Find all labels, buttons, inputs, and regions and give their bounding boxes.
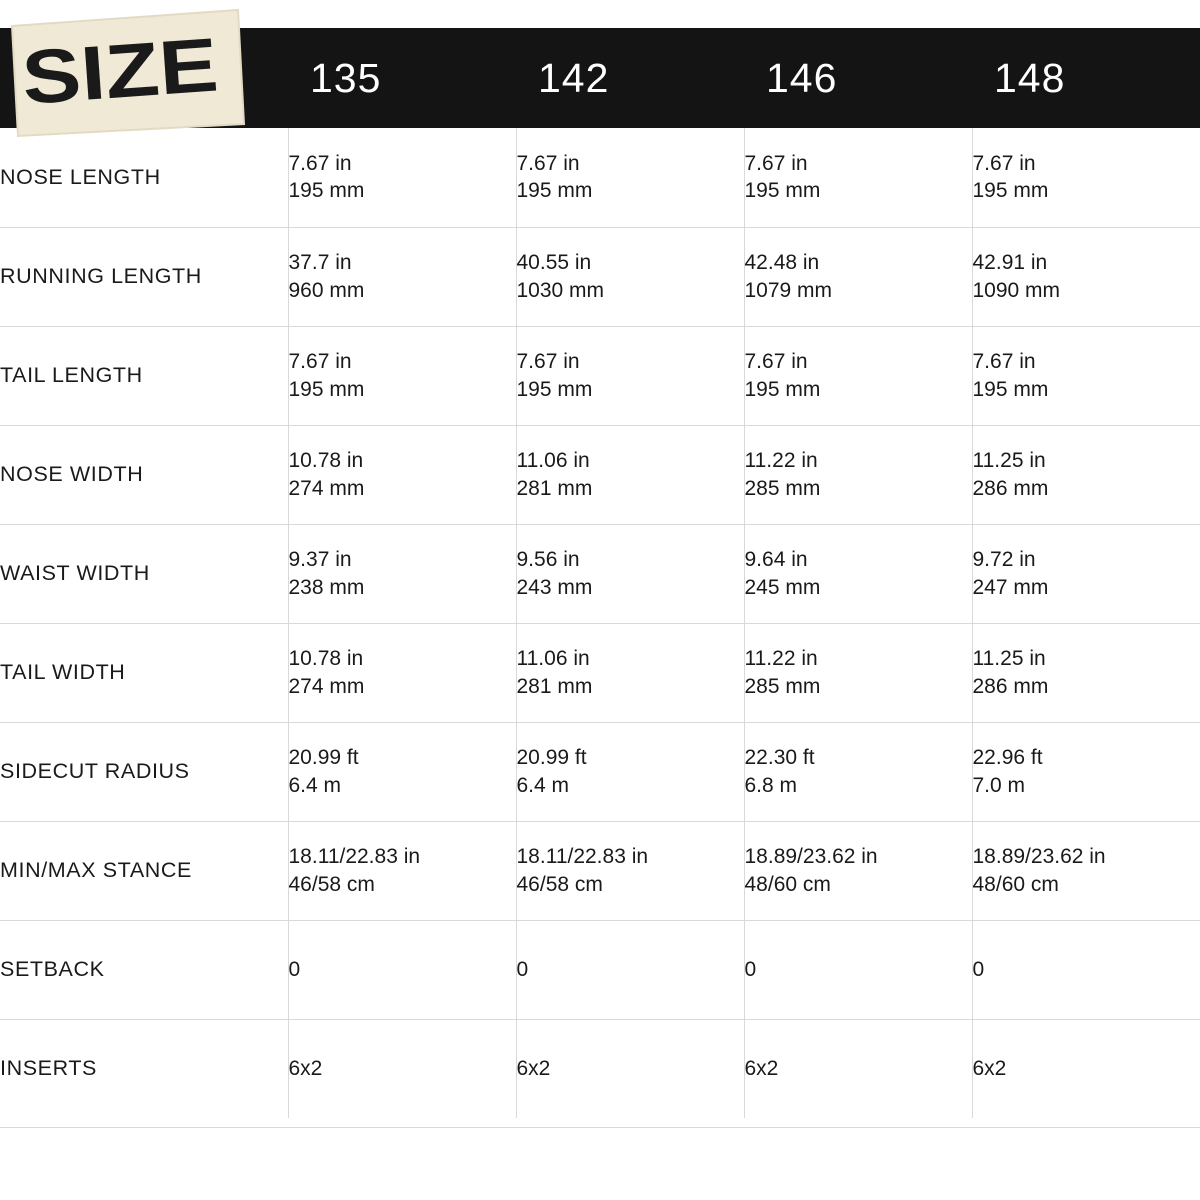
value-primary: 20.99 ft: [516, 745, 587, 769]
header-size-142: 142: [538, 54, 610, 101]
cell-tail-width-135: [288, 623, 516, 722]
value-primary: 42.48 in: [744, 250, 820, 274]
cell-nose-length-135: [288, 128, 516, 227]
value-secondary: 1090 mm: [972, 278, 1061, 302]
value-secondary: 195 mm: [972, 179, 1049, 203]
value-secondary: 195 mm: [288, 377, 365, 401]
cell-nose-width-142: [516, 425, 744, 524]
cell-setback-135: [288, 920, 516, 1019]
cell-running-length-146: [744, 227, 972, 326]
row-label-min-max-stance: MIN/MAX STANCE: [0, 821, 288, 920]
table-row: [0, 227, 1200, 326]
value-primary: 9.64 in: [744, 547, 808, 571]
cell-sidecut-radius-148: [972, 722, 1200, 821]
value-secondary: 195 mm: [972, 377, 1049, 401]
svg-text:SIZE: SIZE: [19, 24, 194, 121]
value-primary: 37.7 in: [288, 250, 352, 274]
value-primary: 7.67 in: [744, 349, 808, 373]
row-label-sidecut-radius: SIDECUT RADIUS: [0, 722, 288, 821]
value-primary: 18.11/22.83 in: [516, 844, 649, 868]
bottom-divider: [0, 1127, 1200, 1128]
value-secondary: 48/60 cm: [972, 872, 1059, 896]
value-primary: 6x2: [516, 1056, 551, 1080]
cell-tail-length-135: [288, 326, 516, 425]
cell-nose-length-142: [516, 128, 744, 227]
size-badge-text: [19, 22, 220, 120]
cell-inserts-146: [744, 1019, 972, 1118]
row-label-running-length: RUNNING LENGTH: [0, 227, 288, 326]
table-row: [0, 524, 1200, 623]
value-secondary: 274 mm: [288, 476, 365, 500]
cell-nose-width-135: [288, 425, 516, 524]
value-primary: 18.89/23.62 in: [744, 844, 878, 868]
value-secondary: 243 mm: [516, 575, 593, 599]
table-row: [0, 1019, 1200, 1118]
cell-nose-width-148: [972, 425, 1200, 524]
value-secondary: 195 mm: [288, 179, 365, 203]
value-primary: 18.11/22.83 in: [288, 844, 421, 868]
value-primary: 10.78 in: [288, 448, 364, 472]
row-label-nose-length: NOSE LENGTH: [0, 128, 288, 227]
table-row: [0, 128, 1200, 227]
cell-inserts-142: [516, 1019, 744, 1118]
value-primary: 20.99 ft: [288, 745, 359, 769]
row-label-nose-width: NOSE WIDTH: [0, 425, 288, 524]
value-primary: 6x2: [288, 1056, 323, 1080]
value-primary: 9.72 in: [972, 547, 1036, 571]
value-primary: 0: [972, 957, 985, 981]
value-secondary: 195 mm: [516, 377, 593, 401]
value-primary: 7.67 in: [972, 349, 1036, 373]
cell-waist-width-135: [288, 524, 516, 623]
value-primary: 11.06 in: [516, 448, 590, 472]
row-label-inserts: INSERTS: [0, 1056, 97, 1081]
size-tape-badge: [8, 8, 246, 138]
value-secondary: 1079 mm: [744, 278, 833, 302]
cell-running-length-135: [288, 227, 516, 326]
value-secondary: 1030 mm: [516, 278, 605, 302]
cell-setback-146: [744, 920, 972, 1019]
value-primary: 0: [516, 957, 529, 981]
cell-sidecut-radius-135: [288, 722, 516, 821]
value-primary: 42.91 in: [972, 250, 1048, 274]
value-primary: 7.67 in: [288, 151, 352, 175]
row-label-setback: SETBACK: [0, 920, 288, 1019]
value-primary: 7.67 in: [516, 349, 580, 373]
cell-nose-length-146: [744, 128, 972, 227]
value-secondary: 238 mm: [288, 575, 365, 599]
cell-running-length-148: [972, 227, 1200, 326]
cell-setback-148: [972, 920, 1200, 1019]
value-primary: 7.67 in: [516, 151, 580, 175]
cell-sidecut-radius-142: [516, 722, 744, 821]
value-primary: 11.25 in: [972, 448, 1046, 472]
cell-tail-length-148: [972, 326, 1200, 425]
value-secondary: 286 mm: [972, 476, 1049, 500]
value-primary: 6x2: [972, 1056, 1007, 1080]
value-primary: 18.89/23.62 in: [972, 844, 1106, 868]
table-row: [0, 920, 1200, 1019]
spec-table: [0, 128, 1200, 1118]
value-secondary: 274 mm: [288, 674, 365, 698]
value-primary: 6x2: [744, 1056, 779, 1080]
cell-min-max-stance-142: [516, 821, 744, 920]
value-secondary: 46/58 cm: [516, 872, 603, 896]
value-primary: 9.37 in: [288, 547, 352, 571]
cell-waist-width-146: [744, 524, 972, 623]
value-primary: 11.06 in: [516, 646, 590, 670]
table-row: [0, 326, 1200, 425]
value-primary: 7.67 in: [288, 349, 352, 373]
header-size-135: 135: [310, 54, 382, 101]
cell-min-max-stance-146: [744, 821, 972, 920]
value-secondary: 195 mm: [744, 377, 821, 401]
cell-sidecut-radius-146: [744, 722, 972, 821]
value-secondary: 285 mm: [744, 476, 821, 500]
table-row: [0, 722, 1200, 821]
cell-setback-142: [516, 920, 744, 1019]
value-secondary: 46/58 cm: [288, 872, 375, 896]
cell-tail-length-146: [744, 326, 972, 425]
row-label-tail-width: TAIL WIDTH: [0, 623, 288, 722]
cell-waist-width-142: [516, 524, 744, 623]
value-primary: 11.25 in: [972, 646, 1046, 670]
cell-min-max-stance-148: [972, 821, 1200, 920]
cell-tail-length-142: [516, 326, 744, 425]
value-primary: 22.30 ft: [744, 745, 815, 769]
value-secondary: 6.4 m: [516, 773, 570, 797]
cell-tail-width-148: [972, 623, 1200, 722]
value-secondary: 281 mm: [516, 674, 593, 698]
cell-nose-length-148: [972, 128, 1200, 227]
cell-inserts-148: [972, 1019, 1200, 1118]
value-primary: 7.67 in: [744, 151, 808, 175]
value-primary: 11.22 in: [744, 448, 818, 472]
header-size-146: 146: [766, 54, 838, 101]
row-label-waist-width: WAIST WIDTH: [0, 524, 288, 623]
cell-tail-width-142: [516, 623, 744, 722]
value-secondary: 960 mm: [288, 278, 365, 302]
value-secondary: 7.0 m: [972, 773, 1026, 797]
value-primary: 40.55 in: [516, 250, 592, 274]
row-label-tail-length: TAIL LENGTH: [0, 326, 288, 425]
value-secondary: 6.8 m: [744, 773, 798, 797]
value-secondary: 6.4 m: [288, 773, 342, 797]
header-size-148: 148: [994, 54, 1066, 101]
table-row: [0, 821, 1200, 920]
value-primary: 0: [288, 957, 301, 981]
cell-min-max-stance-135: [288, 821, 516, 920]
value-primary: 10.78 in: [288, 646, 364, 670]
cell-waist-width-148: [972, 524, 1200, 623]
value-primary: 11.22 in: [744, 646, 818, 670]
spec-table-body: [0, 128, 1200, 1118]
value-secondary: 247 mm: [972, 575, 1049, 599]
table-row: [0, 623, 1200, 722]
cell-nose-width-146: [744, 425, 972, 524]
value-primary: 9.56 in: [516, 547, 580, 571]
cell-tail-width-146: [744, 623, 972, 722]
value-primary: 7.67 in: [972, 151, 1036, 175]
cell-running-length-142: [516, 227, 744, 326]
value-secondary: 195 mm: [516, 179, 593, 203]
value-secondary: 195 mm: [744, 179, 821, 203]
value-secondary: 48/60 cm: [744, 872, 831, 896]
value-primary: 0: [744, 957, 757, 981]
value-secondary: 245 mm: [744, 575, 821, 599]
value-secondary: 286 mm: [972, 674, 1049, 698]
value-primary: 22.96 ft: [972, 745, 1043, 769]
value-secondary: 285 mm: [744, 674, 821, 698]
value-secondary: 281 mm: [516, 476, 593, 500]
cell-inserts-135: [288, 1019, 516, 1118]
table-row: [0, 425, 1200, 524]
